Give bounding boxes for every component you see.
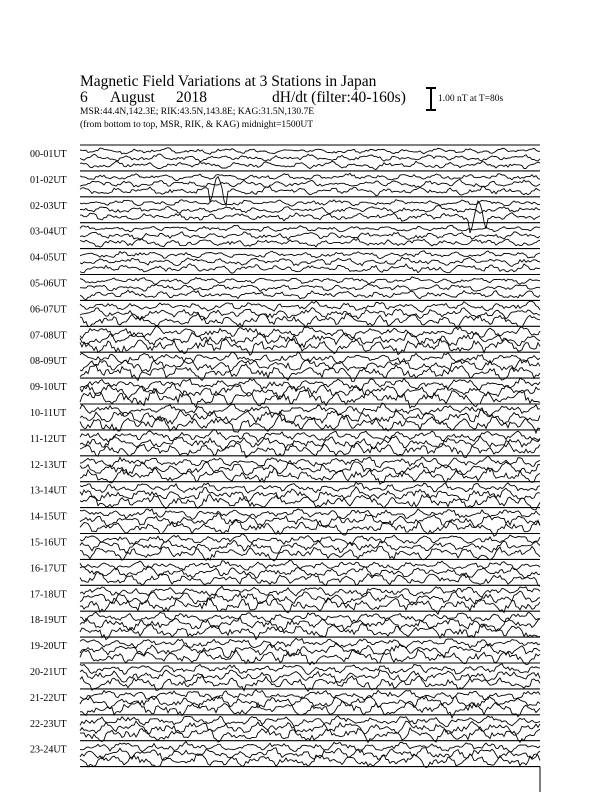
date-month: August xyxy=(110,89,155,106)
hour-label: 00-01UT xyxy=(30,149,67,160)
hour-row xyxy=(30,352,540,382)
station-trace xyxy=(80,180,540,188)
hour-row xyxy=(30,300,540,327)
station-trace xyxy=(80,173,540,180)
hour-row xyxy=(30,197,540,233)
hour-label: 02-03UT xyxy=(30,200,67,212)
hour-row xyxy=(30,689,540,718)
station-trace xyxy=(80,462,540,475)
station-trace xyxy=(80,534,540,545)
station-trace xyxy=(80,748,540,760)
station-trace xyxy=(80,154,540,162)
station-trace xyxy=(80,277,540,284)
hour-label: 18-19UT xyxy=(30,615,67,627)
hour-label: 19-20UT xyxy=(30,641,67,653)
hour-label: 03-04UT xyxy=(30,226,67,238)
station-trace xyxy=(80,238,540,247)
hour-label: 11-12UT xyxy=(30,433,67,445)
station-trace xyxy=(80,200,540,206)
station-trace xyxy=(80,161,540,169)
hour-label: 06-07UT xyxy=(30,304,67,316)
hour-row xyxy=(30,429,540,457)
station-trace xyxy=(80,456,540,468)
hour-label: 13-14UT xyxy=(30,485,67,497)
station-trace xyxy=(80,264,540,274)
station-trace xyxy=(80,716,540,727)
station-trace xyxy=(80,560,540,570)
hour-label: 21-22UT xyxy=(30,692,67,704)
station-trace xyxy=(80,358,540,372)
hour-row xyxy=(30,741,540,768)
hour-row xyxy=(30,611,540,639)
hour-row xyxy=(30,559,540,586)
station-trace xyxy=(80,284,540,291)
hour-row xyxy=(30,326,540,355)
station-trace xyxy=(80,257,540,266)
hour-row xyxy=(30,223,540,247)
hour-row xyxy=(30,637,540,665)
hour-label: 08-09UT xyxy=(30,356,67,368)
hour-label: 04-05UT xyxy=(30,252,67,264)
station-trace xyxy=(80,409,540,424)
station-trace xyxy=(80,690,540,700)
scale-label: 1.00 nT at T=80s xyxy=(438,94,504,104)
hour-label: 10-11UT xyxy=(30,408,67,419)
station-trace xyxy=(80,612,540,622)
station-trace xyxy=(80,232,540,240)
hour-label: 20-21UT xyxy=(30,667,67,678)
station-trace xyxy=(80,251,540,259)
station-trace xyxy=(80,482,540,493)
date-day: 6 xyxy=(80,89,88,106)
date-year: 2018 xyxy=(176,89,207,106)
station-trace xyxy=(80,290,540,300)
order-note: (from bottom to top, MSR, RIK, & KAG) midnight=1500UT xyxy=(80,120,314,130)
chart-title: Magnetic Field Variations at 3 Stations in Japan xyxy=(80,73,377,90)
station-trace xyxy=(80,364,540,382)
hour-row xyxy=(30,534,540,561)
hour-label: 01-02UT xyxy=(30,174,67,186)
hour-row xyxy=(30,249,540,274)
station-trace xyxy=(80,742,540,752)
station-trace xyxy=(80,313,540,327)
station-trace xyxy=(80,441,540,458)
station-trace xyxy=(80,326,540,338)
hour-label: 15-16UT xyxy=(30,537,67,549)
hour-row xyxy=(30,482,540,510)
hour-label: 14-15UT xyxy=(30,511,67,523)
hour-label: 17-18UT xyxy=(30,589,67,601)
hour-row xyxy=(30,663,540,691)
hour-label: 09-10UT xyxy=(30,382,67,394)
station-trace xyxy=(80,721,540,734)
hour-label: 23-24UT xyxy=(30,744,67,756)
hour-label: 12-13UT xyxy=(30,459,67,471)
station-trace xyxy=(80,206,540,214)
hour-row xyxy=(30,715,540,743)
hour-label: 05-06UT xyxy=(30,278,67,290)
hour-row xyxy=(30,275,540,300)
hour-row xyxy=(30,456,540,484)
hour-row xyxy=(30,403,540,433)
station-trace xyxy=(80,352,540,364)
hour-row xyxy=(30,145,540,170)
hour-row xyxy=(30,585,540,614)
stations-info: MSR:44.4N,142.3E; RIK:43.5N,143.8E; KAG:31.5N,130.7E xyxy=(80,107,315,117)
station-trace xyxy=(80,148,540,155)
hour-label: 07-08UT xyxy=(30,330,67,342)
hour-row xyxy=(30,508,540,536)
station-trace xyxy=(80,664,540,675)
quantity-label: dH/dt (filter:40-160s) xyxy=(272,89,406,106)
hour-label: 22-23UT xyxy=(30,718,67,730)
station-trace xyxy=(80,643,540,658)
station-trace xyxy=(80,638,540,648)
hour-label: 16-17UT xyxy=(30,563,67,575)
